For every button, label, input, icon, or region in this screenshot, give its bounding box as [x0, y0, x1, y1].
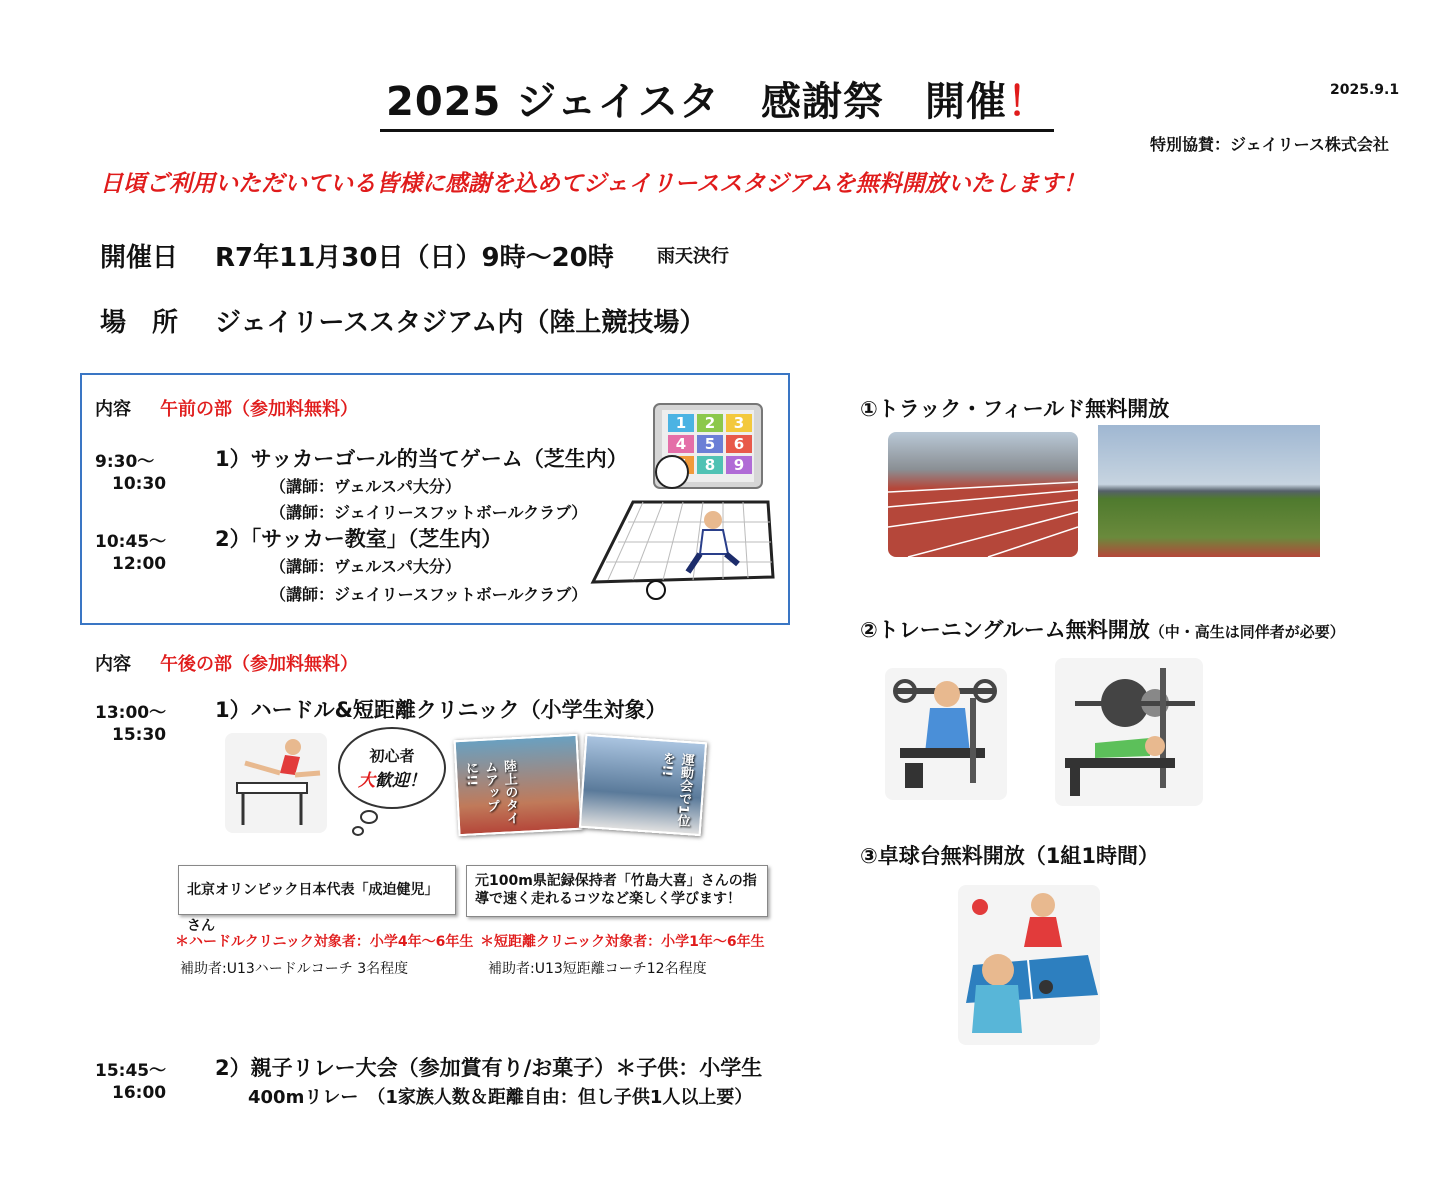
runner-photo-1: [454, 734, 583, 836]
sprint-assist: 補助者:U13短距離コーチ12名程度: [488, 961, 707, 977]
morning-item1-lecturer1: （講師：ヴェルスパ大分）: [270, 477, 461, 496]
morning-item1-title: 1）サッカーゴール的当てゲーム（芝生内）: [215, 447, 628, 471]
morning-item2-title: 2）「サッカー教室」（芝生内）: [215, 527, 503, 551]
event-date-label: 開催日: [100, 243, 179, 273]
target-number: 5: [697, 435, 723, 453]
runner-photo-2: [579, 734, 707, 836]
instructor-note-left: 北京オリンピック日本代表「成迫健児」さん: [178, 865, 456, 915]
afternoon-item2-sub: 400mリレー （1家族人数＆距離自由：但し子供1人以上要）: [248, 1087, 753, 1108]
hurdle-target: ＊ハードルクリニック対象者：小学4年～6年生: [175, 934, 474, 950]
afternoon-heading: 午後の部（参加料無料）: [160, 654, 358, 675]
hurdle-assist: 補助者:U13ハードルコーチ 3名程度: [180, 961, 409, 977]
training-heading: [860, 614, 1345, 644]
welcome-bubble: [338, 727, 446, 809]
instructor-note-right: 元100m県記録保持者「竹島大喜」さんの指導で速く走れるコツなど楽しく学びます！: [466, 865, 768, 917]
afternoon-label: 内容: [95, 654, 131, 675]
bubble-line1: 初心者: [369, 747, 415, 765]
bubble-red-char: 大: [358, 771, 375, 791]
morning-item2-time-end: 12:00: [112, 554, 167, 574]
morning-item1-time-start: 9:30～: [95, 452, 155, 472]
training-illustration-1: [885, 668, 1007, 800]
event-place-label: 場 所: [100, 308, 179, 338]
hurdle-illustration: [225, 733, 327, 833]
title-text: 2025 ジェイスタ 感謝祭 開催: [386, 79, 1008, 125]
title-exclamation: ！: [1007, 79, 1049, 125]
training-heading-text: ②トレーニングルーム無料開放: [860, 618, 1150, 642]
afternoon-item1-time-end: 15:30: [112, 725, 167, 745]
morning-item2-lecturer2: （講師：ジェイリースフットボールクラブ）: [270, 585, 588, 604]
training-note: （中・高生は同伴者が必要）: [1149, 623, 1345, 641]
bubble-rest: 歓迎！: [375, 771, 426, 791]
afternoon-item2-title: 2）親子リレー大会（参加賞有り/お菓子）＊子供：小学生: [215, 1056, 763, 1080]
target-number: 2: [697, 414, 723, 432]
target-number: 4: [668, 435, 694, 453]
morning-label: 内容: [95, 399, 131, 420]
sponsor: 特別協賛：ジェイリース株式会社: [1150, 135, 1389, 154]
event-place-value: ジェイリーススタジアム内（陸上競技場）: [215, 308, 706, 338]
lead-message: 日頃ご利用いただいている皆様に感謝を込めてジェイリーススタジアムを無料開放いたします！: [100, 171, 1086, 197]
track-photo-2: [1098, 425, 1320, 557]
table-tennis-heading: ③卓球台無料開放（1組1時間）: [860, 844, 1160, 868]
morning-heading: 午前の部（参加料無料）: [160, 399, 358, 420]
event-date-value: R7年11月30日（日）9時～20時: [215, 243, 614, 273]
target-number: 1: [668, 414, 694, 432]
sprint-target: ＊短距離クリニック対象者：小学1年～6年生: [480, 934, 765, 950]
morning-item2-time-start: 10:45～: [95, 532, 167, 552]
track-photo-1: [888, 432, 1078, 557]
issue-date: 2025.9.1: [1330, 82, 1400, 98]
morning-item1-lecturer2: （講師：ジェイリースフットボールクラブ）: [270, 503, 588, 522]
afternoon-item2-time-start: 15:45～: [95, 1061, 167, 1081]
afternoon-item1-time-start: 13:00～: [95, 703, 167, 723]
morning-item1-time-end: 10:30: [112, 474, 167, 494]
bubble-tail-dot: [360, 810, 378, 824]
table-tennis-illustration: [958, 885, 1100, 1045]
track-heading: ①トラック・フィールド無料開放: [860, 397, 1170, 421]
morning-item2-lecturer1: （講師：ヴェルスパ大分）: [270, 557, 461, 576]
afternoon-item2-time-end: 16:00: [112, 1083, 167, 1103]
soccer-ball-icon: [655, 455, 689, 489]
training-illustration-2: [1055, 658, 1203, 806]
afternoon-item1-title: 1）ハードル&短距離クリニック（小学生対象）: [215, 698, 667, 722]
bubble-line2: [340, 766, 444, 791]
rain-note: 雨天決行: [657, 246, 729, 267]
runner-photo-2-caption: 運動会で1位を!!: [658, 751, 695, 828]
target-number: 3: [726, 414, 752, 432]
soccer-goal-player-illustration: [588, 492, 778, 606]
target-number: 6: [726, 435, 752, 453]
target-number: 9: [726, 456, 752, 474]
runner-photo-1-caption: 陸上のタイムアップに!!: [462, 759, 520, 825]
target-number: 8: [697, 456, 723, 474]
bubble-tail-dot: [352, 826, 364, 836]
page-title: [380, 70, 1054, 132]
